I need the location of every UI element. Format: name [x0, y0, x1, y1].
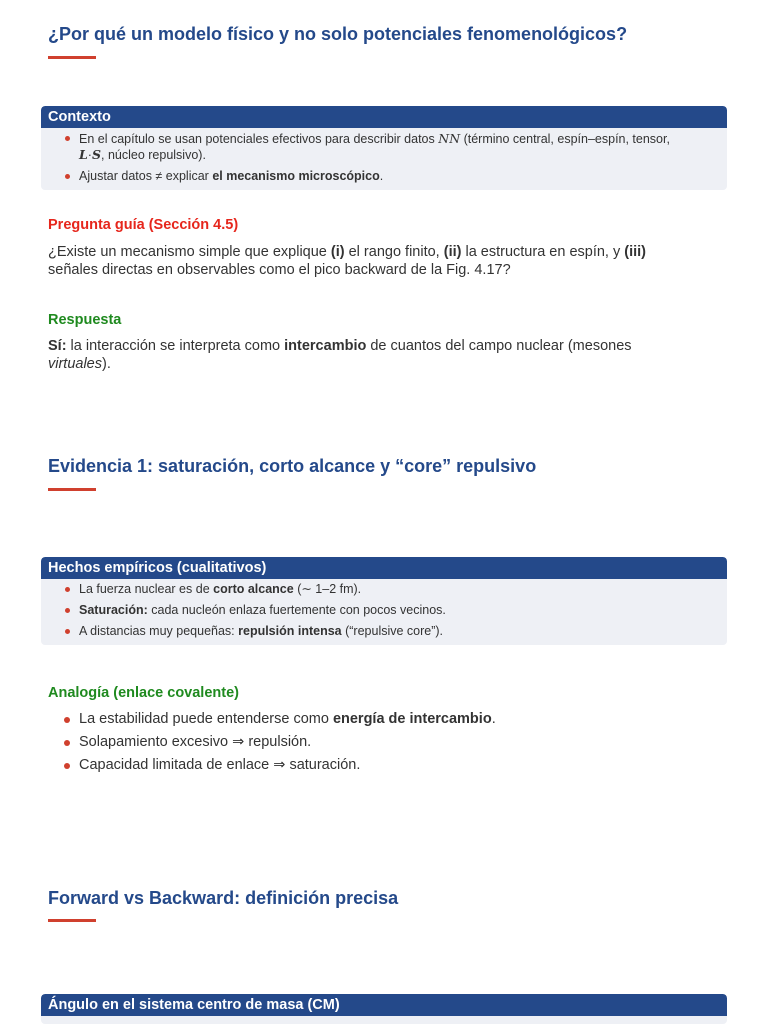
analogy-list — [48, 710, 728, 779]
facts-block — [41, 557, 727, 645]
list-item: La fuerza nuclear es de corto alcance (∼ 1–2 fm). — [63, 582, 719, 597]
title-underline — [48, 919, 96, 922]
bullet-icon — [64, 740, 70, 746]
analogy-heading: Analogía (enlace covalente) — [48, 685, 239, 701]
list-item — [63, 169, 719, 184]
block-header: Hechos empíricos (cualitativos) — [41, 557, 727, 579]
title-underline — [48, 56, 96, 59]
slide-title-3: Forward vs Backward: definición precisa — [48, 888, 399, 908]
block-body — [41, 1016, 727, 1024]
list-item — [63, 131, 719, 163]
bullet-icon — [65, 136, 70, 141]
list-item: La estabilidad puede entenderse como energía de intercambio. — [48, 710, 728, 728]
text: En el capítulo se usan potenciales efectivos para describir datos — [79, 132, 439, 146]
bullet-icon — [64, 717, 70, 723]
slide-title-1: ¿Por qué un modelo físico y no solo potenciales fenomenológicos? — [48, 24, 628, 44]
bullet-icon — [65, 629, 70, 634]
block-body — [41, 579, 727, 645]
bullet-icon — [64, 763, 70, 769]
math-nn: NN — [438, 131, 461, 146]
math-s: S — [91, 147, 101, 162]
title-underline — [48, 488, 96, 491]
text: . — [379, 169, 384, 183]
block-header: Ángulo en el sistema centro de masa (CM) — [41, 994, 727, 1016]
block-body — [41, 128, 727, 190]
math-dot: · — [87, 148, 92, 162]
question-heading: Pregunta guía (Sección 4.5) — [48, 217, 239, 233]
list-item: Solapamiento excesivo ⇒ repulsión. — [48, 733, 728, 751]
bullet-icon — [65, 587, 70, 592]
question-text: ¿Existe un mecanismo simple que explique (i) el rango finito, (ii) la estructura en espín, y (iii) señales directas en observables como el pico backward de la Fig. 4.17? — [48, 244, 647, 278]
answer-heading: Respuesta — [48, 312, 122, 328]
context-block — [41, 106, 727, 190]
cm-block — [41, 994, 727, 1024]
text: , núcleo repulsivo). — [101, 148, 206, 162]
list-item: Saturación: cada nucleón enlaza fuertemente con pocos vecinos. — [63, 603, 719, 618]
list-item: Capacidad limitada de enlace ⇒ saturación. — [48, 756, 728, 774]
bullet-icon — [65, 174, 70, 179]
text: (término central, espín–espín, tensor, — [460, 132, 670, 146]
bullet-icon — [65, 608, 70, 613]
answer-text: Sí: la interacción se interpreta como intercambio de cuantos del campo nuclear (mesones virtuales). — [48, 338, 632, 372]
slide-title-2: Evidencia 1: saturación, corto alcance y “core” repulsivo — [48, 456, 537, 476]
text-bold: el mecanismo microscópico — [212, 169, 380, 183]
math-l: L — [79, 147, 88, 162]
list-item: A distancias muy pequeñas: repulsión intensa (“repulsive core”). — [63, 624, 719, 639]
block-header: Contexto — [41, 106, 727, 128]
text: Ajustar datos ≠ explicar — [79, 169, 213, 183]
